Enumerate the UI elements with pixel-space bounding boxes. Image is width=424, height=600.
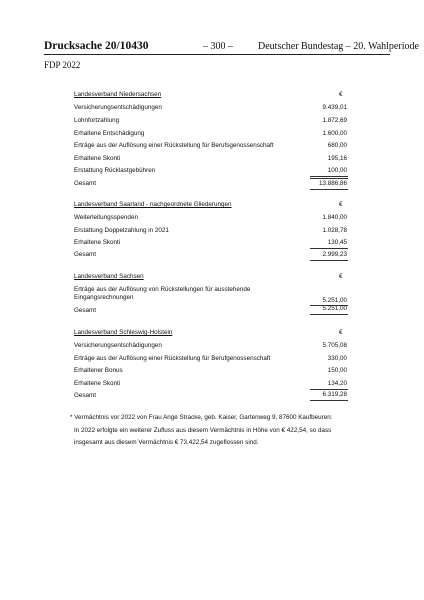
total-value: 6.319,28 [322,391,347,398]
row-label: Versicherungsentschädigungen [74,342,162,349]
footnote-line-1: * Vermächtnis vor 2022 von Frau Ange Stracke, geb. Kaiser, Gartenweg 9, 87600 Kaufbeuren: [70,414,333,421]
row-label-line2: Eingangsrechnungen [74,294,134,301]
row-label: Erhaltene Entschädigung [74,130,145,137]
row-label: Erträge aus der Auflösung einer Rückstellung für Berufgenossenschaft [74,355,271,362]
total-rule [310,314,348,315]
total-rule [310,389,348,390]
row-value: 195,16 [327,155,347,162]
row-label: Erhaltene Skonti [74,155,121,162]
row-label: Lohnfortzahlung [74,117,120,124]
row-value: 134,20 [327,380,347,387]
total-rule [310,176,348,177]
currency-label: € [339,91,343,98]
row-value: 5.251,00 [322,297,347,304]
footnote-line-2: In 2022 erfolgte ein weiterer Zufluss aus diesem Vermächtnis in Höhe von € 422,54, so dass [74,427,332,434]
total-rule [310,260,348,261]
row-value: 5.705,08 [322,342,347,349]
row-label: Erstattung Doppelzahlung in 2021 [74,227,169,234]
currency-label: € [339,201,343,208]
total-rule [310,189,348,190]
total-rule [310,248,348,249]
row-value: 1.840,00 [322,214,347,221]
total-rule [310,178,348,179]
section-title: FDP 2022 [44,60,81,70]
row-value: 150,00 [327,367,347,374]
row-label: Weiterleitungsspenden [74,214,138,221]
row-value: 330,00 [327,355,347,362]
total-label: Gesamt [74,392,97,399]
row-value: 680,00 [327,142,347,149]
currency-label: € [339,329,343,336]
row-label: Erhaltener Bonus [74,367,123,374]
section-heading-sachsen: Landesverband Sachsen [74,273,144,280]
row-value: 130,45 [327,239,347,246]
row-value: 100,00 [327,167,347,174]
page-number: – 300 – [203,41,233,52]
currency-label: € [339,273,343,280]
section-heading-niedersachsen: Landesverband Niedersachsen [74,91,162,98]
row-value: 1.600,00 [322,130,347,137]
row-label: Erhaltene Skonti [74,380,121,387]
row-value: 9.439,01 [322,104,347,111]
row-label: Erhaltene Skonti [74,239,121,246]
total-label: Gesamt [74,180,97,187]
row-value: 1.872,69 [322,117,347,124]
total-label: Gesamt [74,307,97,314]
publisher: Deutscher Bundestag – 20. Wahlperiode [258,41,419,52]
total-value: 2.999,23 [322,251,347,258]
row-label: Versicherungsentschädigungen [74,104,162,111]
section-heading-saarland: Landesverband Saarland - nachgeordnete Gliederungen [74,201,232,208]
row-label: Erstattung Rücklastgebühren [74,167,156,174]
total-value: 5.251,00 [322,305,347,312]
header-rule [44,54,390,55]
document-number-prefix: Drucksache 20/ [44,40,120,52]
row-label: Erträge aus der Auflösung einer Rückstellung für Berufsgenossenschaft [74,142,274,149]
row-value: 1.028,78 [322,227,347,234]
document-number [44,40,148,52]
total-rule [310,400,348,401]
footnote-line-3: insgesamt aus diesem Vermächtnis € 73.422,54 zugeflossen sind. [74,439,259,446]
total-label: Gesamt [74,251,97,258]
section-heading-schleswig-holstein: Landesverband Schleswig-Holstein [74,329,173,336]
document-number-value: 10430 [119,40,149,52]
row-label-line1: Erträge aus der Auflösung von Rückstellungen für ausstehende [74,286,251,293]
total-value: 13.886,86 [318,180,347,187]
